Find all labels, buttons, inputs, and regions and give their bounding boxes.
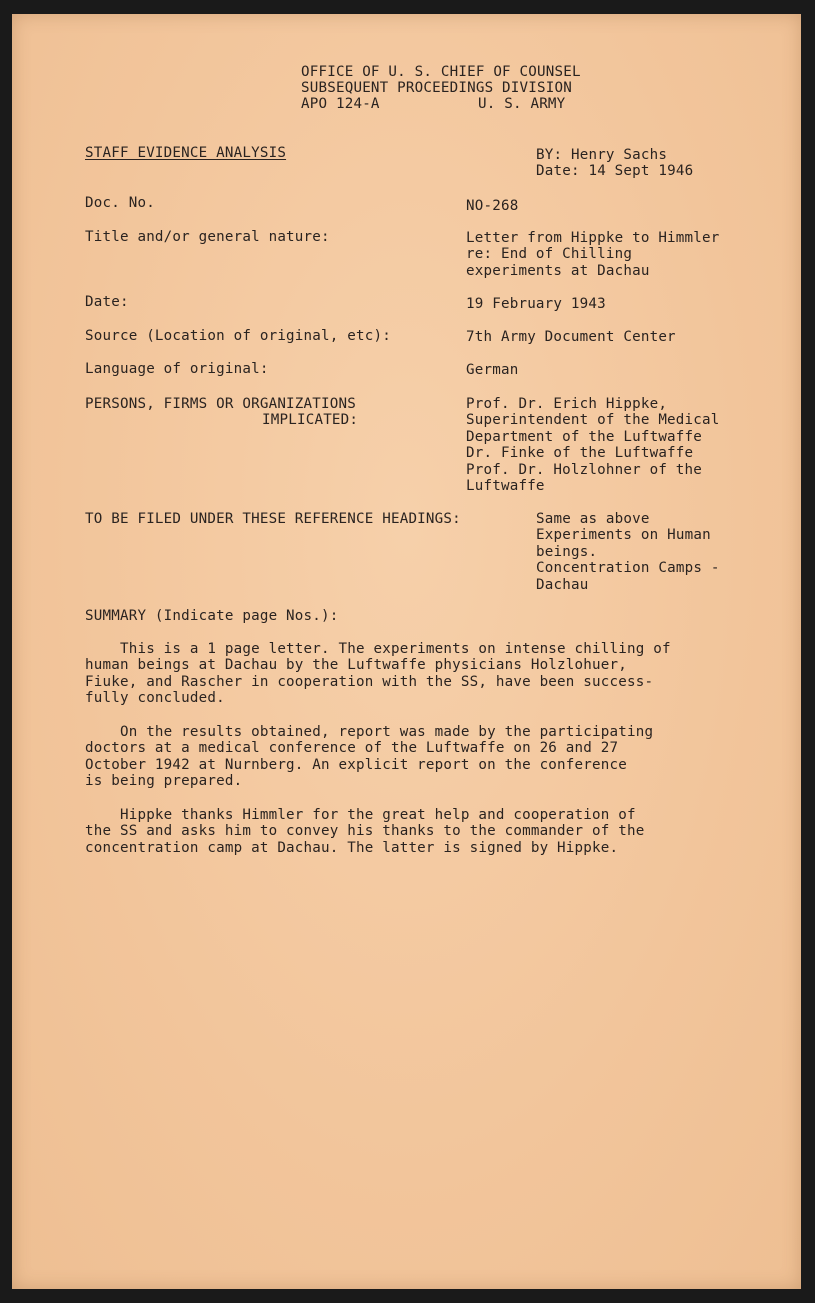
persons-label: PERSONS, FIRMS OR ORGANIZATIONS xyxy=(85,396,356,412)
persons-label-implicated: IMPLICATED: xyxy=(262,412,359,428)
header-office: OFFICE OF U. S. CHIEF OF COUNSEL xyxy=(301,64,581,80)
reference-heading-line: Dachau xyxy=(536,576,589,593)
language-value: German xyxy=(466,362,519,378)
summary-line: the SS and asks him to convey his thanks to the commander of the xyxy=(85,823,645,840)
summary-line: is being prepared. xyxy=(85,773,243,790)
persons-value-line: Prof. Dr. Erich Hippke, xyxy=(466,396,668,412)
summary-line: Fiuke, and Rascher in cooperation with the SS, have been success- xyxy=(85,673,654,690)
persons-value-line: Department of the Luftwaffe xyxy=(466,428,703,445)
summary-line: This is a 1 page letter. The experiments on intense chilling of xyxy=(85,641,671,657)
summary-line: October 1942 at Nurnberg. An explicit report on the conference xyxy=(85,756,627,773)
summary-line: On the results obtained, report was made by the participating xyxy=(85,724,654,740)
title-label: Title and/or general nature: xyxy=(85,229,330,245)
header-division: SUBSEQUENT PROCEEDINGS DIVISION xyxy=(301,80,572,96)
reference-heading-line: Experiments on Human xyxy=(536,527,711,544)
header-apo: APO 124-A xyxy=(301,96,380,112)
doc-no-value: NO-268 xyxy=(466,198,519,214)
date-label: Date: xyxy=(85,294,129,310)
reference-heading-line: Same as above xyxy=(536,511,650,527)
summary-paragraph-1 xyxy=(85,641,671,707)
title-value xyxy=(466,230,720,279)
persons-value xyxy=(466,396,720,494)
source-value: 7th Army Document Center xyxy=(466,329,676,345)
author-line: BY: Henry Sachs xyxy=(536,147,668,163)
summary-paragraph-3 xyxy=(85,807,644,856)
summary-line: doctors at a medical conference of the Luftwaffe on 26 and 27 xyxy=(85,740,619,757)
persons-value-line: Luftwaffe xyxy=(466,478,545,495)
summary-line: fully concluded. xyxy=(85,690,225,707)
summary-label: SUMMARY (Indicate page Nos.): xyxy=(85,608,339,624)
reference-headings-value xyxy=(536,511,720,593)
language-label: Language of original: xyxy=(85,361,269,377)
summary-paragraph-2 xyxy=(85,724,653,790)
source-label: Source (Location of original, etc): xyxy=(85,328,391,344)
persons-value-line: Prof. Dr. Holzlohner of the xyxy=(466,461,703,478)
reference-heading-line: beings. xyxy=(536,543,598,560)
summary-line: concentration camp at Dachau. The latter is signed by Hippke. xyxy=(85,839,619,856)
doc-no-label: Doc. No. xyxy=(85,195,155,211)
persons-value-line: Superintendent of the Medical xyxy=(466,412,720,429)
header-army: U. S. ARMY xyxy=(478,96,566,112)
reference-headings-label: TO BE FILED UNDER THESE REFERENCE HEADINGS: xyxy=(85,511,461,527)
page-title: STAFF EVIDENCE ANALYSIS xyxy=(85,145,287,161)
summary-line: Hippke thanks Himmler for the great help and cooperation of xyxy=(85,807,636,823)
title-value-line: experiments at Dachau xyxy=(466,262,650,279)
summary-line: human beings at Dachau by the Luftwaffe physicians Holzlohuer, xyxy=(85,657,627,674)
persons-value-line: Dr. Finke of the Luftwaffe xyxy=(466,445,694,462)
date-value: 19 February 1943 xyxy=(466,296,606,312)
title-value-line: re: End of Chilling xyxy=(466,246,633,263)
reference-heading-line: Concentration Camps - xyxy=(536,560,720,577)
title-value-line: Letter from Hippke to Himmler xyxy=(466,230,720,246)
analysis-date-line: Date: 14 Sept 1946 xyxy=(536,163,694,179)
